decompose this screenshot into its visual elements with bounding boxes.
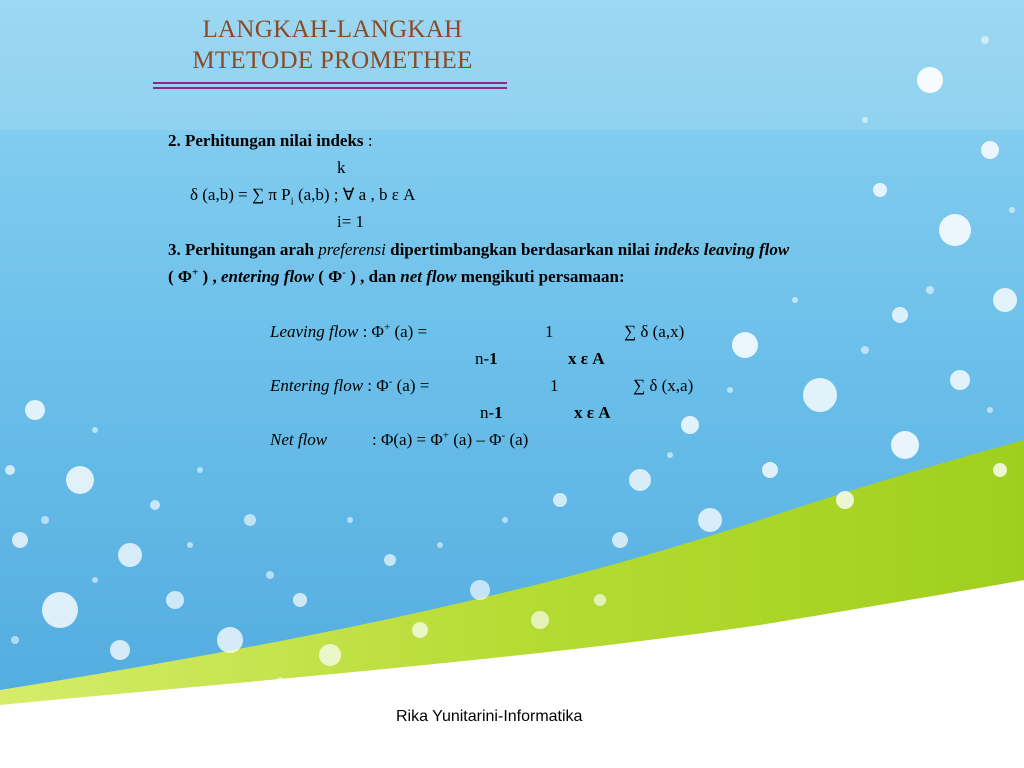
leaving-phi: : Φ [358,322,384,341]
leaving-phi-post: (a) = [390,322,428,341]
title-underline-double [153,87,507,89]
step2-formula [190,185,416,208]
step3-part6: ) , [198,267,221,286]
step2-formula-sub: i [290,195,294,208]
step3-net-flow: net flow [400,267,457,286]
leaving-denom-bold: 1 [489,349,498,368]
step2-sum-lower: i= 1 [337,212,365,231]
entering-denom-pre: n- [480,403,495,422]
title-line-2: MTETODE PROMETHEE [192,47,473,74]
leaving-phi-sup: + [383,321,391,334]
entering-flow-label: Entering flow [270,376,364,395]
entering-flow-equation [270,376,429,396]
step2-formula-lhs: δ (a,b) = ∑ π P [190,185,291,204]
leaving-numerator: 1 [545,322,554,341]
step3-line-1 [168,240,789,260]
entering-denom-bold: 1 [494,403,503,422]
leaving-denom-pre: n- [475,349,490,368]
leaving-flow-equation [270,322,427,342]
step2-formula-rhs: (a,b) ; ∀ a , b ε A [293,185,416,204]
slide-title [150,14,515,76]
net-flow-label-wrap [270,430,327,450]
step3-part3: dipertimbangkan berdasarkan nilai [385,240,655,259]
title-underline [153,82,507,84]
leaving-denominator [475,349,498,369]
leaving-flow-label: Leaving flow [270,322,359,341]
net-eq-mid: (a) – Φ [449,430,502,449]
step3-preferensi: preferensi [318,240,386,259]
leaving-sum: ∑ δ (a,x) [624,322,685,341]
net-sup-plus: + [442,429,449,442]
net-flow-equation [372,430,528,450]
entering-numerator: 1 [550,376,559,395]
leaving-domain: x ε A [568,349,605,368]
step3-part11: mengikuti persamaan: [456,267,625,286]
title-line-1: LANGKAH-LANGKAH [202,16,463,43]
step3-part9: ) , dan [345,267,401,286]
step3-part8-sup: - [342,266,346,279]
entering-sum: ∑ δ (x,a) [633,376,694,395]
entering-phi-post: (a) = [392,376,430,395]
entering-denominator [480,403,503,423]
step3-line-2 [168,267,625,287]
step3-part5: ( Φ [168,267,193,286]
entering-phi: : Φ [363,376,389,395]
step3-part8: ( Φ [314,267,343,286]
net-sup-minus: - [501,429,506,442]
step3-indeks-leaving-flow: indeks leaving flow [654,240,790,259]
step2-sum-upper: k [337,158,346,177]
net-flow-label: Net flow [270,430,328,449]
step3-entering-flow: entering flow [220,267,315,286]
entering-domain: x ε A [574,403,611,422]
footer-credit: Rika Yunitarini-Informatika [396,708,583,725]
net-eq-pre: : Φ(a) = Φ [372,430,443,449]
step3-part1: 3. Perhitungan arah [168,240,319,259]
step3-part5-sup: + [192,266,199,279]
step2-colon: : [363,131,373,150]
entering-phi-sup: - [388,375,393,388]
net-eq-post: (a) [505,430,529,449]
step2-heading-line [168,131,373,151]
step2-heading: 2. Perhitungan nilai indeks [168,131,364,150]
